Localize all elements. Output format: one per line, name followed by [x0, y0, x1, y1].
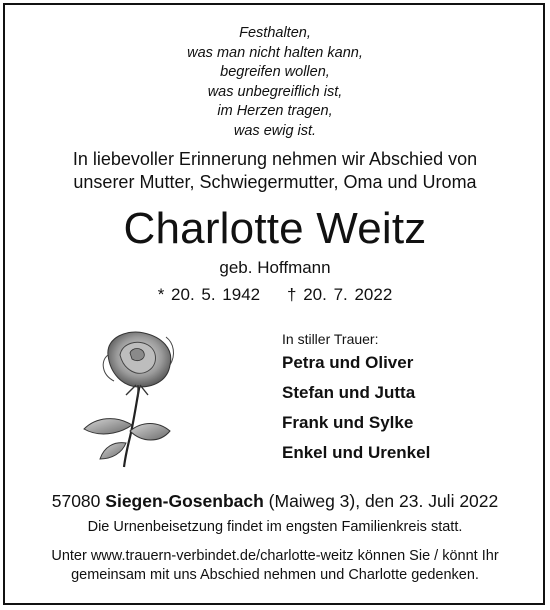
intro-line-2: unserer Mutter, Schwiegermutter, Oma und Uroma — [73, 172, 477, 192]
death-date: † 20. 7. 2022 — [287, 285, 393, 304]
mourner-4: Enkel und Urenkel — [282, 443, 431, 462]
mourner-3: Frank und Sylke — [282, 413, 414, 432]
location-address: (Maiweg 3), den 23. Juli 2022 — [268, 491, 499, 511]
mourner-2: Stefan und Jutta — [282, 383, 416, 402]
mourner-1: Petra und Oliver — [282, 353, 414, 372]
location-city: Siegen-Gosenbach — [105, 491, 264, 511]
poem-line-1: Festhalten, — [239, 25, 311, 41]
location-line — [0, 490, 550, 512]
rose-icon — [78, 325, 188, 470]
poem-line-2: was man nicht halten kann, — [187, 44, 363, 61]
note-burial: Die Urnenbeisetzung findet im engsten Familienkreis statt. — [87, 519, 463, 535]
note-website-line-1: Unter www.trauern-verbindet.de/charlotte-weitz können Sie / könnt Ihr — [51, 548, 499, 564]
mourning-label: In stiller Trauer: — [282, 331, 379, 347]
poem-line-3: begreifen wollen, — [220, 64, 330, 80]
life-dates — [0, 284, 550, 306]
intro-line-1: In liebevoller Erinnerung nehmen wir Abschied von — [72, 149, 478, 169]
poem-line-4: was unbegreiflich ist, — [207, 83, 343, 100]
deceased-name: Charlotte Weitz — [123, 204, 427, 253]
location-zip: 57080 — [51, 491, 101, 511]
birth-date: * 20. 5. 1942 — [157, 285, 261, 304]
poem-line-6: was ewig ist. — [233, 122, 317, 139]
birth-name: geb. Hoffmann — [219, 258, 331, 277]
poem-line-5: im Herzen tragen, — [217, 103, 333, 119]
note-website-line-2: gemeinsam mit uns Abschied nehmen und Charlotte gedenken. — [71, 567, 479, 583]
